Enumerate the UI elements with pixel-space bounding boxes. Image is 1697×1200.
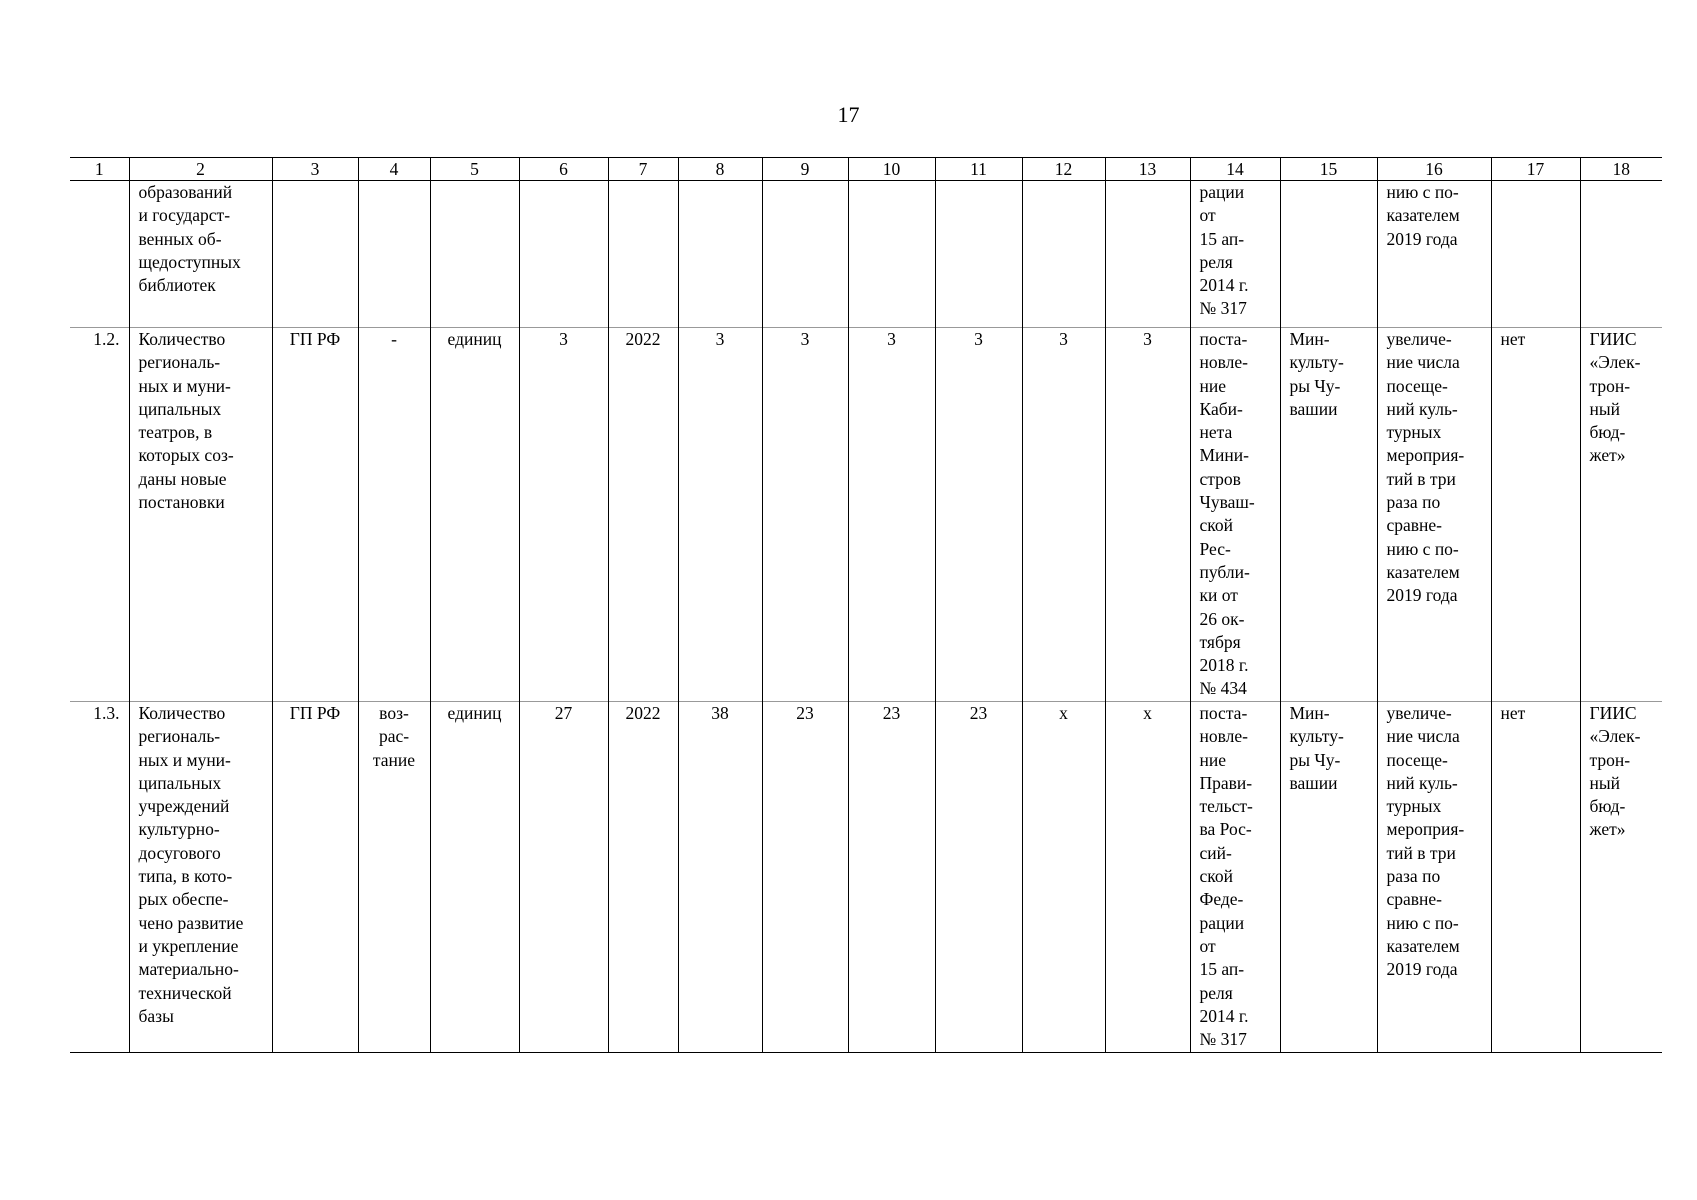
column-header: 4: [358, 158, 430, 181]
value-col-10: [848, 181, 935, 328]
legal-document: поста- новле- ние Каби- нета Мини- стров Чуваш- ской Рес- публи- ки от 26 ок- тября 2018 г. № 434: [1190, 328, 1280, 702]
value-col-13: [1105, 181, 1190, 328]
row-number: 1.2.: [70, 328, 129, 702]
value-col-12: [1022, 181, 1105, 328]
value-col-13: х: [1105, 702, 1190, 1053]
column-header: 14: [1190, 158, 1280, 181]
base-year: [608, 181, 678, 328]
legal-document: поста- новле- ние Прави- тельст- ва Рос- сий- ской Феде- рации от 15 ап- реля 2014 г. № 317: [1190, 702, 1280, 1053]
column-header: 5: [430, 158, 519, 181]
value-col-12: 3: [1022, 328, 1105, 702]
trend: -: [358, 328, 430, 702]
column-header: 6: [519, 158, 608, 181]
responsible-body: Мин- культу- ры Чу- вашии: [1280, 702, 1377, 1053]
unit: единиц: [430, 702, 519, 1053]
information-system: ГИИС «Элек- трон- ный бюд- жет»: [1580, 328, 1662, 702]
base-value: [519, 181, 608, 328]
value-col-8: 3: [678, 328, 762, 702]
base-value: 3: [519, 328, 608, 702]
base-year: 2022: [608, 702, 678, 1053]
column-header: 15: [1280, 158, 1377, 181]
source-level: [272, 181, 358, 328]
value-col-10: 3: [848, 328, 935, 702]
column-header: 9: [762, 158, 848, 181]
trend: воз- рас- тание: [358, 702, 430, 1053]
indicator-name: Количество региональ- ных и муни- ципальных учреждений культурно- досугового типа, в кото- рых обеспе- чено развитие и укрепление материально- технической базы: [129, 702, 272, 1053]
source-level: ГП РФ: [272, 702, 358, 1053]
responsible-body: Мин- культу- ры Чу- вашии: [1280, 328, 1377, 702]
column-header: 11: [935, 158, 1022, 181]
value-col-13: 3: [1105, 328, 1190, 702]
value-col-9: 23: [762, 702, 848, 1053]
column-header: 7: [608, 158, 678, 181]
table-row: [70, 702, 1662, 1053]
cumulative-flag: [1491, 181, 1580, 328]
indicators-table: [70, 157, 1662, 1053]
unit: единиц: [430, 328, 519, 702]
column-header: 2: [129, 158, 272, 181]
column-header: 16: [1377, 158, 1491, 181]
value-col-8: [678, 181, 762, 328]
unit: [430, 181, 519, 328]
value-col-11: [935, 181, 1022, 328]
column-header: 1: [70, 158, 129, 181]
information-system: [1580, 181, 1662, 328]
table-row: [70, 328, 1662, 702]
column-header: 8: [678, 158, 762, 181]
base-value: 27: [519, 702, 608, 1053]
table-row: [70, 181, 1662, 328]
column-header: 17: [1491, 158, 1580, 181]
goal-link: увеличе- ние числа посеще- ний куль- турных мероприя- тий в три раза по сравне- нию с по- казателем 2019 года: [1377, 702, 1491, 1053]
column-header: 13: [1105, 158, 1190, 181]
indicator-name: Количество региональ- ных и муни- ципальных театров, в которых соз- даны новые постановки: [129, 328, 272, 702]
column-header: 12: [1022, 158, 1105, 181]
source-level: ГП РФ: [272, 328, 358, 702]
legal-document: рации от 15 ап- реля 2014 г. № 317: [1190, 181, 1280, 328]
value-col-8: 38: [678, 702, 762, 1053]
trend: [358, 181, 430, 328]
value-col-11: 23: [935, 702, 1022, 1053]
column-header: 10: [848, 158, 935, 181]
indicator-name: образований и государст- венных об- щедоступных библиотек: [129, 181, 272, 328]
responsible-body: [1280, 181, 1377, 328]
value-col-12: х: [1022, 702, 1105, 1053]
header-row: [70, 158, 1662, 181]
value-col-9: [762, 181, 848, 328]
page-number: 17: [837, 102, 860, 127]
row-number: [70, 181, 129, 328]
base-year: 2022: [608, 328, 678, 702]
value-col-10: 23: [848, 702, 935, 1053]
value-col-9: 3: [762, 328, 848, 702]
column-header: 3: [272, 158, 358, 181]
cumulative-flag: нет: [1491, 702, 1580, 1053]
information-system: ГИИС «Элек- трон- ный бюд- жет»: [1580, 702, 1662, 1053]
goal-link: нию с по- казателем 2019 года: [1377, 181, 1491, 328]
value-col-11: 3: [935, 328, 1022, 702]
goal-link: увеличе- ние числа посеще- ний куль- турных мероприя- тий в три раза по сравне- нию с по- казателем 2019 года: [1377, 328, 1491, 702]
row-number: 1.3.: [70, 702, 129, 1053]
cumulative-flag: нет: [1491, 328, 1580, 702]
column-header: 18: [1580, 158, 1662, 181]
